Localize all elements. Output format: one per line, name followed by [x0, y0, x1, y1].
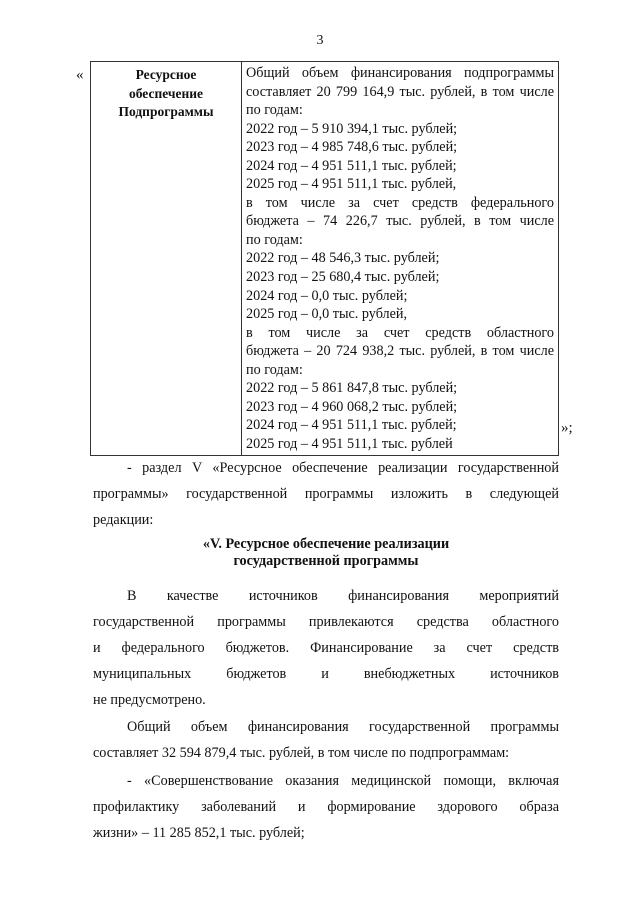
paragraph-line: профилактику заболеваний и формирование здорового образа: [93, 799, 559, 815]
content-line: 2025 год – 4 951 511,1 тыс. рублей: [246, 435, 453, 452]
resource-table: [90, 61, 559, 456]
paragraph-line: государственной программы привлекаются средства областного: [93, 614, 559, 630]
content-line: по годам:: [246, 361, 303, 378]
page-number: 3: [316, 33, 324, 48]
content-line: 2022 год – 48 546,3 тыс. рублей;: [246, 250, 440, 267]
amendment-paragraph: [93, 455, 559, 533]
content-line: бюджета – 20 724 938,2 тыс. рублей, в том числе: [246, 343, 554, 360]
content-line: в том числе за счет средств областного: [246, 324, 554, 341]
content-line: составляет 20 799 164,9 тыс. рублей, в том числе: [246, 83, 554, 100]
heading-line: государственной программы: [233, 553, 419, 569]
label-line: Ресурсное: [135, 67, 197, 82]
opening-quote: «: [76, 67, 84, 83]
paragraph-line: составляет 32 594 879,4 тыс. рублей, в том числе по подпрограммам:: [93, 745, 510, 761]
resource-content-cell: [242, 62, 559, 456]
paragraph-line: не предусмотрено.: [93, 692, 206, 708]
content-line: Общий объем финансирования подпрограммы: [246, 65, 554, 81]
content-line: 2025 год – 0,0 тыс. рублей,: [246, 306, 408, 323]
content-line: 2024 год – 0,0 тыс. рублей;: [246, 287, 408, 304]
paragraph-line: Общий объем финансирования государственной программы: [127, 719, 559, 735]
content-line: 2022 год – 5 861 847,8 тыс. рублей;: [246, 380, 458, 397]
paragraph-line: программы» государственной программы изложить в следующей: [93, 486, 559, 502]
paragraph-line: - раздел V «Ресурсное обеспечение реализации государственной: [127, 460, 559, 476]
label-line: Подпрограммы: [118, 104, 214, 119]
paragraph-line: редакции:: [93, 512, 154, 528]
subprogram-paragraph: [93, 768, 559, 846]
paragraph-line: жизни» – 11 285 852,1 тыс. рублей;: [93, 825, 305, 841]
content-line: 2025 год – 4 951 511,1 тыс. рублей,: [246, 176, 457, 193]
content-line: 2024 год – 4 951 511,1 тыс. рублей;: [246, 417, 457, 434]
paragraph-line: и федерального бюджетов. Финансирование за счет средств: [93, 640, 559, 656]
content-line: 2023 год – 25 680,4 тыс. рублей;: [246, 269, 440, 286]
content-line: 2023 год – 4 985 748,6 тыс. рублей;: [246, 139, 458, 156]
content-line: по годам:: [246, 231, 303, 248]
content-line: по годам:: [246, 102, 303, 119]
total-funding-paragraph: [93, 714, 559, 766]
content-line: 2024 год – 4 951 511,1 тыс. рублей;: [246, 157, 457, 174]
content-line: бюджета – 74 226,7 тыс. рублей, в том числе: [246, 213, 554, 230]
content-line: 2023 год – 4 960 068,2 тыс. рублей;: [246, 398, 458, 415]
section-heading: [93, 536, 559, 570]
content-line: 2022 год – 5 910 394,1 тыс. рублей;: [246, 120, 458, 137]
label-line: обеспечение: [128, 85, 204, 101]
funding-sources-paragraph: [93, 583, 559, 713]
paragraph-line: муниципальных бюджетов и внебюджетных источников: [93, 666, 559, 682]
content-line: в том числе за счет средств федерального: [246, 194, 554, 211]
paragraph-line: - «Совершенствование оказания медицинской помощи, включая: [127, 773, 559, 789]
resource-table-row: [91, 62, 559, 456]
heading-line: «V. Ресурсное обеспечение реализации: [202, 536, 450, 552]
paragraph-line: В качестве источников финансирования мероприятий: [127, 588, 559, 604]
resource-label-cell: [91, 62, 242, 456]
closing-quote: »;: [561, 420, 573, 436]
